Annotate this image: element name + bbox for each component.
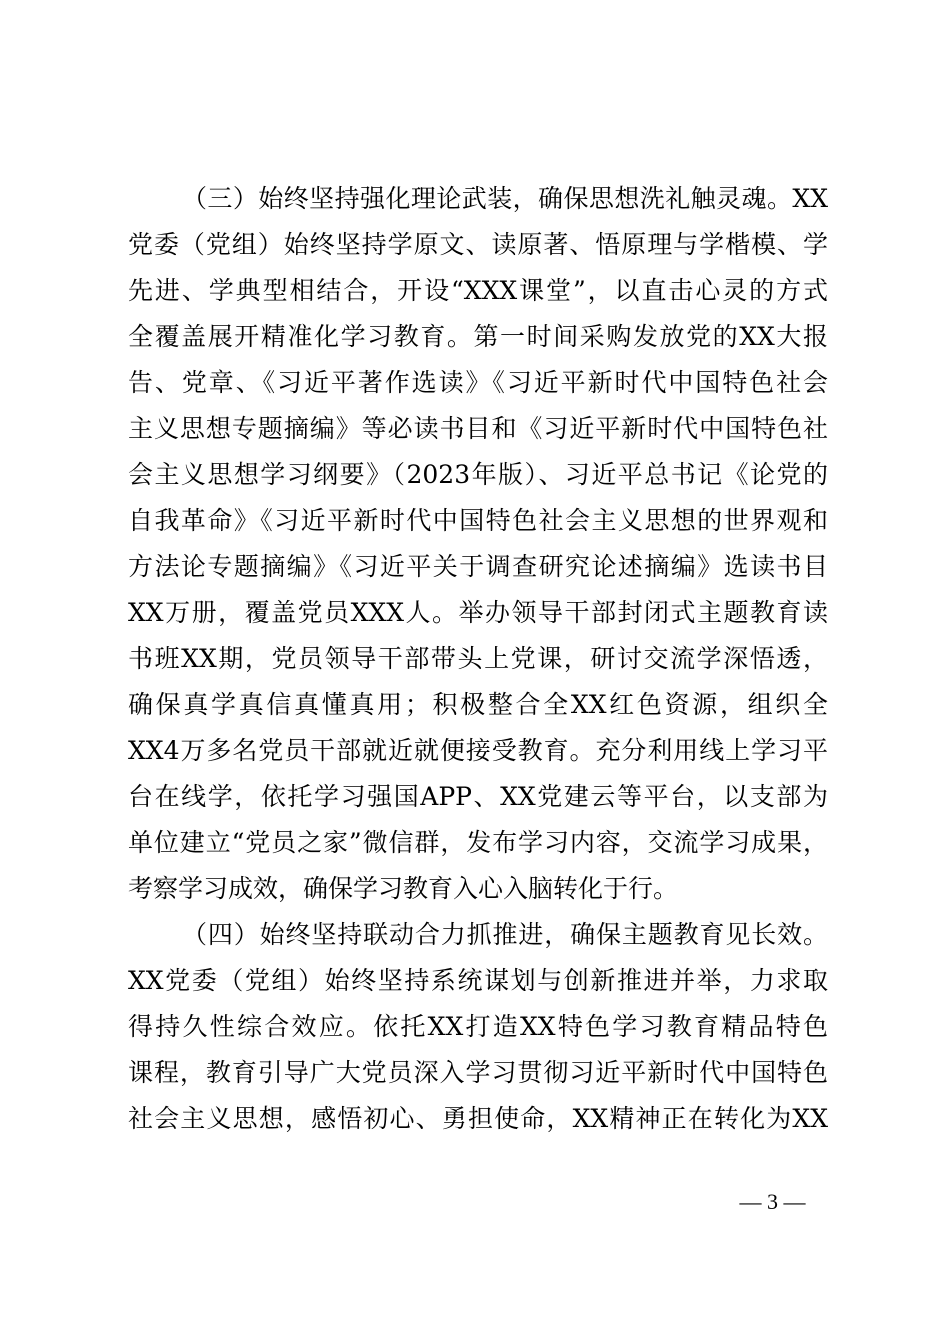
paragraph-line: 确保真学真信真懂真用；积极整合全XX红色资源，组织全 [128,690,828,719]
paragraph-line: 告、党章、《习近平著作选读》《习近平新时代中国特色社会 [128,368,828,397]
paragraph-line: 单位建立“党员之家”微信群，发布学习内容，交流学习成果， [128,828,828,857]
paragraph-line: XX万册，覆盖党员XXX人。举办领导干部封闭式主题教育读 [128,598,828,627]
paragraph-line: 台在线学，依托学习强国APP、XX党建云等平台，以支部为 [128,782,828,811]
section-3-heading-line: （三）始终坚持强化理论武装，确保思想洗礼触灵魂。XX [182,184,828,213]
paragraph-line: 社会主义思想，感悟初心、勇担使命，XX精神正在转化为XX [128,1104,828,1133]
paragraph-line: XX4万多名党员干部就近就便接受教育。充分利用线上学习平 [128,736,828,765]
paragraph-line: 得持久性综合效应。依托XX打造XX特色学习教育精品特色 [128,1012,828,1041]
paragraph-line: 全覆盖展开精准化学习教育。第一时间采购发放党的XX大报 [128,322,828,351]
paragraph-line: 主义思想专题摘编》等必读书目和《习近平新时代中国特色社 [128,414,828,443]
paragraph-line: 课程，教育引导广大党员深入学习贯彻习近平新时代中国特色 [128,1058,828,1087]
section-4-heading-line: （四）始终坚持联动合力抓推进，确保主题教育见长效。 [182,920,828,949]
paragraph-line: 先进、学典型相结合，开设“XXX课堂”，以直击心灵的方式 [128,276,828,305]
paragraph-line: 自我革命》《习近平新时代中国特色社会主义思想的世界观和 [128,506,828,535]
page-number: — 3 — [739,1189,806,1214]
paragraph-last-line: 考察学习成效，确保学习教育入心入脑转化于行。 [128,874,679,903]
paragraph-line: XX党委（党组）始终坚持系统谋划与创新推进并举，力求取 [128,966,828,995]
paragraph-line: 方法论专题摘编》《习近平关于调查研究论述摘编》选读书目 [128,552,828,581]
paragraph-line: 会主义思想学习纲要》（2023年版）、习近平总书记《论党的 [128,460,828,489]
paragraph-line: 党委（党组）始终坚持学原文、读原著、悟原理与学楷模、学 [128,230,828,259]
document-body [128,176,828,1142]
paragraph-line: 书班XX期，党员领导干部带头上党课，研讨交流学深悟透， [128,644,828,673]
